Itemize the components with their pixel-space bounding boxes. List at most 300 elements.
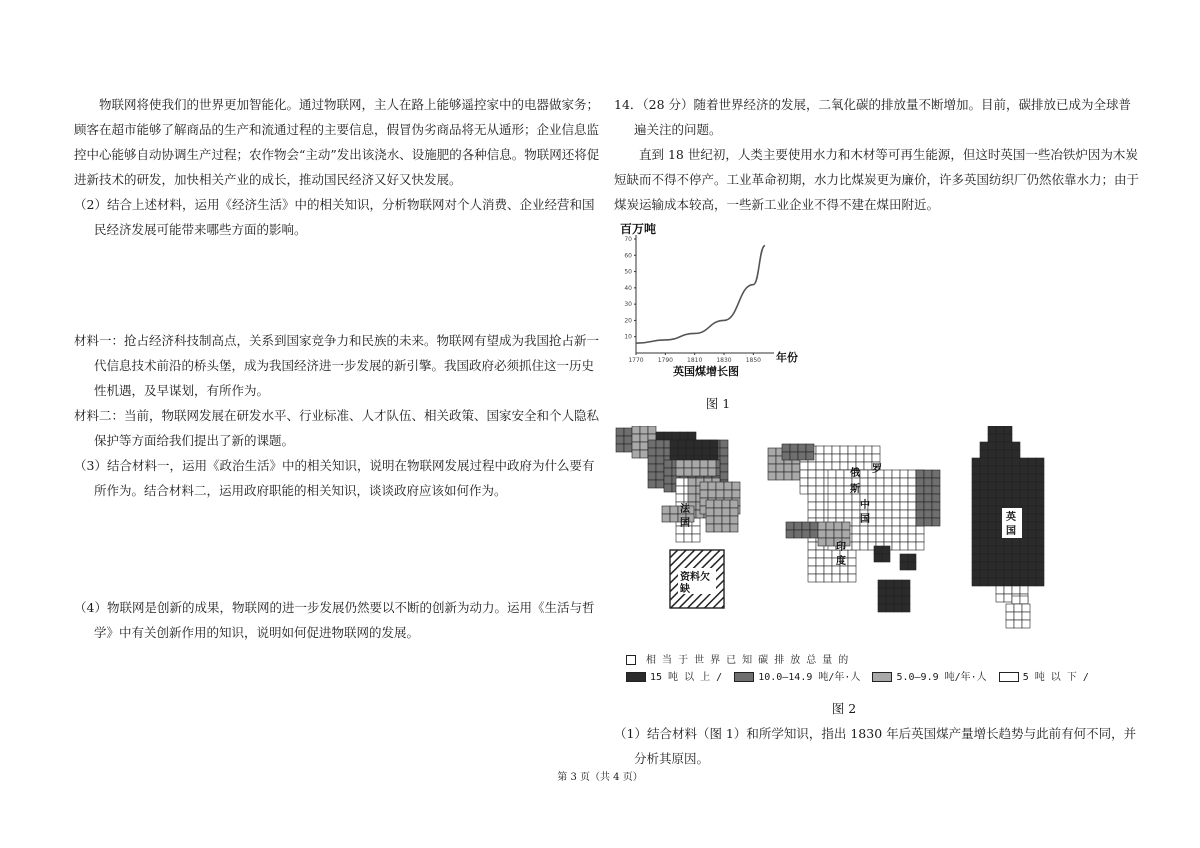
map-cell-uk: [1020, 458, 1028, 466]
map-cell-china: [916, 534, 924, 542]
map-cell-uk: [1014, 604, 1022, 612]
map-cell-mexico: [688, 494, 696, 502]
map-cell-china: [860, 486, 868, 494]
map-cell-uk: [1006, 612, 1014, 620]
map-cell-asia: [832, 574, 840, 582]
map-cell-uk: [1004, 594, 1012, 602]
map-cell-uk: [1004, 490, 1012, 498]
map-cell-uk: [1028, 538, 1036, 546]
map-cell-russia: [848, 454, 856, 462]
map-cell-russia: [800, 462, 808, 470]
map-cell-china: [828, 502, 836, 510]
map-cell-russia: [840, 462, 848, 470]
map-cell-usa: [702, 440, 710, 448]
map-cell-russia: [856, 446, 864, 454]
map-cell-usa: [648, 464, 656, 472]
map-cell-mexico: [688, 486, 696, 494]
map-cell-uk: [1004, 434, 1012, 442]
map-cell-canada: [680, 432, 688, 440]
map-cell-uk: [988, 450, 996, 458]
y-tick-label: 50: [624, 268, 632, 276]
map-cell-uk: [972, 562, 980, 570]
map-cell-usa: [648, 448, 656, 456]
map-cell-china: [884, 470, 892, 478]
map-cell-australia: [878, 604, 886, 612]
map-cell-russia: [800, 486, 808, 494]
map-cell-japan: [916, 486, 924, 494]
map-cell-europe: [792, 464, 800, 472]
map-cell-asia: [808, 566, 816, 574]
map-cell-uk: [1028, 522, 1036, 530]
map-cell-uk: [980, 546, 988, 554]
legend-item-2: 10.0—14.9 吨/年·人: [758, 672, 861, 683]
left-column: [74, 92, 602, 645]
map-cell-uk: [996, 546, 1004, 554]
map-cell-middleeast: [786, 522, 794, 530]
map-cell-russia: [864, 446, 872, 454]
map-cell-china: [884, 518, 892, 526]
map-cell-uk: [1020, 596, 1028, 604]
map-cell-uk: [1012, 596, 1020, 604]
map-cell-russia: [848, 446, 856, 454]
map-cell-china: [852, 518, 860, 526]
map-cell-southamerica: [700, 482, 708, 490]
map-cell-canada: [656, 432, 664, 440]
map-cell-uk: [1004, 538, 1012, 546]
map-cell-russia: [856, 454, 864, 462]
map-cell-uk: [980, 538, 988, 546]
map-cell-uk: [996, 562, 1004, 570]
map-cell-uk: [1020, 554, 1028, 562]
y-tick-label: 40: [624, 284, 632, 292]
map-cell-usa: [720, 472, 728, 480]
map-cell-uk: [1020, 546, 1028, 554]
map-cell-uk: [1004, 586, 1012, 594]
map-cell-uk: [988, 546, 996, 554]
map-cell-uk: [1020, 562, 1028, 570]
map-cell-uk: [988, 474, 996, 482]
map-cell-russia: [840, 446, 848, 454]
x-axis-label: 年份: [776, 351, 798, 364]
map-cell-canada: [632, 434, 640, 442]
map-cell-uk: [1012, 442, 1020, 450]
map-cell-russia: [824, 454, 832, 462]
map-cell-canada: [632, 442, 640, 450]
question-14: 14．（28 分）随着世界经济的发展，二氧化碳的排放量不断增加。目前，碳排放已成为全球普遍关注的问题。: [614, 97, 1132, 137]
map-cell-france-region: [676, 494, 684, 502]
map-cell-uk: [1028, 514, 1036, 522]
map-cell-uk: [1028, 506, 1036, 514]
map-cell-uk: [1012, 482, 1020, 490]
map-cell-asia: [816, 510, 824, 518]
map-cell-europe: [776, 472, 784, 480]
coal-history-paragraph: 直到 18 世纪初，人类主要使用水力和木材等可再生能源，但这时英国一些冶铁炉因为木炭短缺而不得不停产。工业革命初期，水力比煤炭更为廉价，许多英国纺织厂仍然依靠水力；由于煤炭运输成本较高，一些新工业企业不得不建在煤田附近。: [614, 147, 1140, 212]
map-cell-china: [876, 486, 884, 494]
map-cell-japan: [924, 518, 932, 526]
map-cell-china: [900, 542, 908, 550]
map-cell-uk: [972, 570, 980, 578]
map-cell-australia: [902, 596, 910, 604]
map-cell-japan: [924, 478, 932, 486]
map-cell-seasia: [874, 554, 882, 562]
y-tick-label: 10: [624, 333, 632, 341]
map-cell-uk: [980, 514, 988, 522]
map-cell-uk: [980, 490, 988, 498]
map-cell-southamerica: [724, 482, 732, 490]
map-cell-russia: [816, 446, 824, 454]
map-cell-usa: [708, 460, 716, 468]
map-cell-uk: [1012, 554, 1020, 562]
map-cell-uk: [980, 570, 988, 578]
map-cell-uk: [1014, 620, 1022, 628]
emissions-map-svg: [614, 426, 1074, 636]
map-cell-europe: [784, 472, 792, 480]
map-cell-southamerica: [670, 506, 678, 514]
legend-swatch-medium: [872, 672, 892, 682]
map-cell-asia: [808, 550, 816, 558]
map-cell-uk: [988, 490, 996, 498]
map-cell-usa: [648, 472, 656, 480]
map-cell-usa: [648, 440, 656, 448]
map-cell-china: [876, 518, 884, 526]
map-cell-france-region: [684, 534, 692, 542]
map-cell-southamerica: [706, 500, 714, 508]
map-cell-china: [900, 478, 908, 486]
map-cell-southamerica: [714, 524, 722, 532]
map-cell-china: [884, 494, 892, 502]
map-cell-india: [826, 538, 834, 546]
map-cell-india: [834, 530, 842, 538]
x-tick-label: 1790: [657, 357, 673, 364]
map-cell-asia: [808, 574, 816, 582]
map-cell-france-region: [692, 526, 700, 534]
map-cell-uk: [1036, 466, 1044, 474]
map-cell-usa: [702, 448, 710, 456]
map-cell-seasia: [908, 562, 916, 570]
map-cell-china: [844, 502, 852, 510]
map-cell-china: [828, 470, 836, 478]
map-cell-uk: [1028, 490, 1036, 498]
map-label-china-1: 中: [860, 500, 870, 511]
map-label-russia-2: 罗: [872, 464, 882, 475]
map-cell-middleeast: [810, 522, 818, 530]
map-cell-southamerica: [714, 500, 722, 508]
map-cell-middleeast: [802, 522, 810, 530]
map-cell-canada: [616, 428, 624, 436]
map-cell-uk: [980, 530, 988, 538]
map-cell-uk: [1004, 466, 1012, 474]
map-cell-uk: [980, 498, 988, 506]
map-cell-canada: [664, 432, 672, 440]
map-cell-southamerica: [730, 508, 738, 516]
map-cell-australia: [894, 596, 902, 604]
map-cell-uk: [972, 554, 980, 562]
map-cell-usa: [648, 480, 656, 488]
map-cell-uk: [1036, 490, 1044, 498]
map-cell-southamerica: [662, 514, 670, 522]
map-cell-southamerica: [706, 524, 714, 532]
map-cell-usa: [664, 468, 672, 476]
map-cell-uk: [980, 442, 988, 450]
map-cell-southamerica: [716, 490, 724, 498]
map-cell-uk: [988, 578, 996, 586]
map-cell-china: [908, 494, 916, 502]
map-cell-uk: [1020, 498, 1028, 506]
map-cell-uk: [1028, 458, 1036, 466]
map-cell-usa: [656, 472, 664, 480]
map-cell-india: [818, 522, 826, 530]
map-cell-australia: [894, 580, 902, 588]
map-cell-uk: [1004, 562, 1012, 570]
map-cell-china: [916, 526, 924, 534]
map-cell-china: [884, 486, 892, 494]
map-cell-china: [852, 502, 860, 510]
map-cell-china: [836, 510, 844, 518]
map-cell-southamerica: [730, 500, 738, 508]
legend-title: 相 当 于 世 界 已 知 碳 排 放 总 量 的: [626, 652, 1142, 669]
map-cell-uk: [1012, 474, 1020, 482]
map-cell-usa: [710, 448, 718, 456]
map-cell-india: [826, 522, 834, 530]
map-cell-uk: [972, 506, 980, 514]
map-cell-asia: [808, 486, 816, 494]
map-cell-uk: [972, 538, 980, 546]
map-cell-china: [892, 510, 900, 518]
legend-swatch-light: [999, 672, 1019, 682]
map-cell-uk: [996, 498, 1004, 506]
map-cell-southamerica: [708, 482, 716, 490]
map-cell-uk: [1004, 546, 1012, 554]
map-cell-middleeast: [802, 530, 810, 538]
map-cell-uk: [1012, 546, 1020, 554]
emissions-map: [614, 426, 1074, 636]
legend-swatch-dark: [734, 672, 754, 682]
legend-square-icon: [626, 655, 636, 665]
map-cell-india: [842, 530, 850, 538]
map-cell-canada: [624, 428, 632, 436]
map-cell-china: [908, 510, 916, 518]
map-cell-uk: [996, 570, 1004, 578]
map-cell-china: [892, 494, 900, 502]
map-cell-asia: [816, 470, 824, 478]
map-cell-china: [876, 502, 884, 510]
map-cell-uk: [1020, 578, 1028, 586]
map-cell-uk: [988, 514, 996, 522]
map-cell-india: [826, 530, 834, 538]
material-1: 材料一：抢占经济科技制高点，关系到国家竞争力和民族的未来。物联网有望成为我国抢占新一代信息技术前沿的桥头堡，成为我国经济进一步发展的新引擎。我国政府必须抓住这一历史性机遇，及早谋划，有所作为。: [74, 333, 600, 398]
map-cell-asia: [816, 486, 824, 494]
map-cell-china: [884, 526, 892, 534]
map-cell-uk: [988, 522, 996, 530]
map-cell-seasia: [882, 554, 890, 562]
y-tick-label: 30: [624, 301, 632, 309]
map-cell-uk: [972, 482, 980, 490]
chart-title: 英国煤增长图: [673, 365, 739, 378]
map-cell-uk: [1028, 554, 1036, 562]
map-cell-china: [884, 534, 892, 542]
map-cell-uk: [996, 458, 1004, 466]
legend-swatch-darkest: [626, 672, 646, 682]
map-cell-uk: [1004, 450, 1012, 458]
map-cell-china: [908, 486, 916, 494]
map-cell-china: [852, 494, 860, 502]
map-cell-china: [868, 486, 876, 494]
map-cell-australia: [886, 596, 894, 604]
map-cell-uk: [980, 554, 988, 562]
map-cell-southamerica: [662, 506, 670, 514]
map-cell-uk: [1004, 482, 1012, 490]
map-cell-china: [908, 518, 916, 526]
map-cell-usa: [656, 456, 664, 464]
map-cell-asia: [848, 550, 856, 558]
map-cell-uk: [1036, 482, 1044, 490]
map-cell-japan: [932, 510, 940, 518]
question-14-1: （1）结合材料（图 1）和所学知识，指出 1830 年后英国煤产量增长趋势与此前有何不同，并分析其原因。: [614, 726, 1137, 766]
map-cell-china: [908, 470, 916, 478]
map-label-uk-2: 国: [1006, 526, 1016, 537]
map-cell-uk: [1012, 578, 1020, 586]
map-cell-china: [844, 494, 852, 502]
map-cell-seasia: [908, 554, 916, 562]
map-cell-uk: [1028, 474, 1036, 482]
map-cell-southamerica: [730, 524, 738, 532]
map-cell-china: [828, 486, 836, 494]
map-cell-india: [834, 522, 842, 530]
map-cell-southamerica: [706, 516, 714, 524]
map-cell-uk: [996, 482, 1004, 490]
map-cell-uk: [988, 466, 996, 474]
map-cell-australia: [886, 604, 894, 612]
map-cell-uk: [972, 466, 980, 474]
map-cell-australia: [886, 588, 894, 596]
map-cell-mexico: [688, 478, 696, 486]
map-cell-china: [892, 526, 900, 534]
map-cell-china: [860, 478, 868, 486]
map-cell-japan: [924, 510, 932, 518]
map-cell-asia: [848, 574, 856, 582]
map-cell-uk: [1036, 514, 1044, 522]
map-cell-uk: [1036, 538, 1044, 546]
map-cell-uk: [1020, 466, 1028, 474]
map-cell-uk: [988, 434, 996, 442]
map-cell-uk: [1020, 490, 1028, 498]
map-cell-uk: [996, 466, 1004, 474]
map-cell-asia: [816, 478, 824, 486]
map-cell-china: [892, 534, 900, 542]
map-cell-uk: [972, 522, 980, 530]
map-cell-uk: [996, 578, 1004, 586]
x-tick-label: 1830: [716, 357, 732, 364]
map-cell-asia: [816, 558, 824, 566]
map-cell-australia: [878, 588, 886, 596]
map-cell-china: [884, 502, 892, 510]
map-cell-russia: [806, 452, 814, 460]
map-label-uk-1: 英: [1006, 512, 1016, 523]
map-cell-usa: [720, 440, 728, 448]
legend-item-1: 15 吨 以 上 /: [650, 672, 723, 683]
map-cell-canada: [648, 426, 656, 434]
map-cell-seasia: [900, 554, 908, 562]
coal-chart: [618, 223, 818, 391]
map-cell-australia: [886, 580, 894, 588]
x-tick-label: 1810: [687, 357, 703, 364]
map-cell-uk: [980, 450, 988, 458]
map-cell-canada: [640, 450, 648, 458]
map-cell-china: [876, 526, 884, 534]
figure-2-caption: 图 2: [831, 701, 857, 716]
map-cell-usa: [710, 440, 718, 448]
map-cell-uk: [1004, 570, 1012, 578]
map-cell-china: [908, 526, 916, 534]
map-cell-uk: [1036, 578, 1044, 586]
map-cell-southamerica: [714, 508, 722, 516]
map-cell-uk: [972, 546, 980, 554]
map-cell-japan: [916, 518, 924, 526]
coal-chart-svg: [618, 223, 818, 391]
map-cell-europe: [768, 472, 776, 480]
map-cell-uk: [1036, 562, 1044, 570]
map-cell-uk: [988, 458, 996, 466]
map-cell-seasia: [882, 546, 890, 554]
map-cell-asia: [808, 494, 816, 502]
map-cell-china: [868, 526, 876, 534]
map-cell-uk: [1036, 570, 1044, 578]
map-cell-japan: [924, 486, 932, 494]
map-cell-russia: [864, 454, 872, 462]
map-cell-russia: [806, 444, 814, 452]
map-cell-usa: [720, 456, 728, 464]
map-cell-usa: [656, 440, 664, 448]
map-cell-canada: [624, 436, 632, 444]
map-cell-uk: [988, 426, 996, 434]
map-cell-uk: [996, 442, 1004, 450]
map-cell-uk: [1012, 458, 1020, 466]
map-cell-southamerica: [708, 490, 716, 498]
map-cell-russia: [816, 462, 824, 470]
map-cell-china: [900, 494, 908, 502]
map-legend: [626, 652, 1142, 686]
map-cell-uk: [1012, 466, 1020, 474]
map-cell-asia: [816, 502, 824, 510]
map-cell-southamerica: [732, 482, 740, 490]
map-cell-southamerica: [722, 516, 730, 524]
map-cell-russia: [782, 452, 790, 460]
map-cell-russia: [824, 446, 832, 454]
map-cell-uk: [1012, 450, 1020, 458]
iot-intro-paragraph: 物联网将使我们的世界更加智能化。通过物联网，主人在路上能够遥控家中的电器做家务；顾客在超市能够了解商品的生产和流通过程的主要信息，假冒伪劣商品将无从遁形；企业信息监控中心能够自动协调生产过程；农作物会“主动”发出该浇水、设施肥的各种信息。物联网还将促进新技术的研发，加快相关产业的成长，推动国民经济又好又快发展。: [74, 97, 600, 187]
map-cell-uk: [1028, 482, 1036, 490]
legend-item-4: 5 吨 以 下 /: [1022, 672, 1089, 683]
map-cell-russia: [832, 446, 840, 454]
map-cell-china: [884, 478, 892, 486]
map-cell-china: [900, 502, 908, 510]
map-cell-usa: [694, 448, 702, 456]
map-cell-russia: [790, 444, 798, 452]
map-cell-uk: [1020, 538, 1028, 546]
map-cell-uk: [988, 562, 996, 570]
map-cell-india: [818, 530, 826, 538]
map-cell-uk: [1022, 612, 1030, 620]
map-cell-uk: [1012, 490, 1020, 498]
map-cell-china: [836, 470, 844, 478]
map-cell-china: [828, 494, 836, 502]
map-cell-usa: [692, 460, 700, 468]
map-cell-china: [828, 510, 836, 518]
map-cell-japan: [916, 502, 924, 510]
map-cell-japan: [916, 510, 924, 518]
figure-1-caption: 图 1: [705, 396, 731, 411]
map-cell-uk: [1004, 458, 1012, 466]
